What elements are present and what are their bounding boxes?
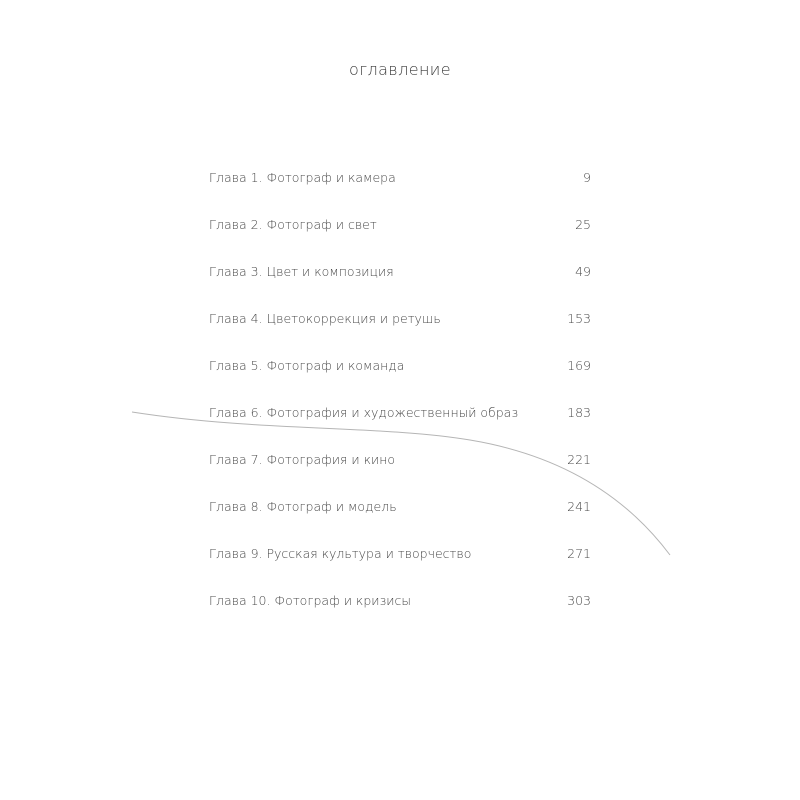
page-number: 221 [567,452,591,467]
chapter-title: Глава 10. Фотограф и кризисы [209,593,411,608]
toc-item-chapter-8[interactable] [209,499,591,546]
chapter-title: Глава 8. Фотограф и модель [209,499,397,514]
toc-item-chapter-1[interactable] [209,170,591,217]
page-title: оглавление [349,60,451,79]
toc-item-chapter-5[interactable] [209,358,591,405]
toc-item-chapter-4[interactable] [209,311,591,358]
chapter-title: Глава 1. Фотограф и камера [209,170,396,185]
toc-item-chapter-10[interactable] [209,593,591,640]
chapter-title: Глава 9. Русская культура и творчество [209,546,472,561]
chapter-title: Глава 6. Фотография и художественный образ [209,405,519,420]
chapter-title: Глава 3. Цвет и композиция [209,264,394,279]
toc-item-chapter-3[interactable] [209,264,591,311]
page-number: 169 [567,358,591,373]
chapter-title: Глава 5. Фотограф и команда [209,358,405,373]
chapter-title: Глава 2. Фотограф и свет [209,217,377,232]
page-number: 25 [575,217,591,232]
page-number: 271 [567,546,591,561]
toc-item-chapter-6[interactable] [209,405,591,452]
toc-item-chapter-2[interactable] [209,217,591,264]
page-number: 183 [567,405,591,420]
chapter-title: Глава 4. Цветокоррекция и ретушь [209,311,441,326]
toc-item-chapter-7[interactable] [209,452,591,499]
page-number: 49 [575,264,591,279]
table-of-contents [209,170,591,640]
page-number: 241 [567,499,591,514]
page-number: 303 [567,593,591,608]
toc-item-chapter-9[interactable] [209,546,591,593]
chapter-title: Глава 7. Фотография и кино [209,452,396,467]
page-number: 9 [583,170,591,185]
page-number: 153 [567,311,591,326]
